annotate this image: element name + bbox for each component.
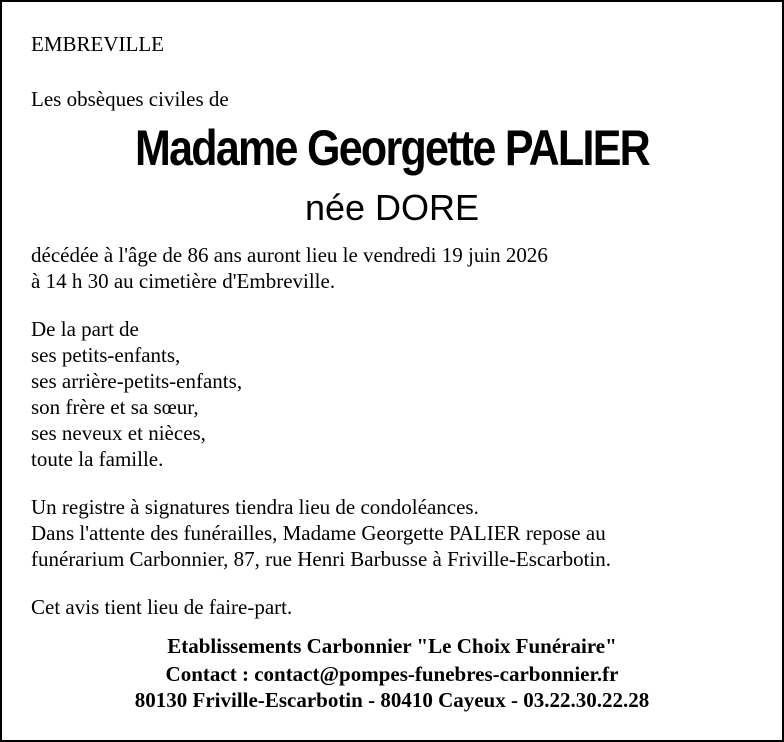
maiden-name: née DORE [304,187,480,228]
town-label: EMBREVILLE [31,32,164,56]
address-line: 80130 Friville-Escarbotin - 80410 Cayeux - 03.22.30.22.28 [134,688,650,712]
company-name: Etablissements Carbonnier "Le Choix Funéraire" [167,634,617,658]
family-line: ses neveux et nièces, [31,421,206,445]
family-line: ses petits-enfants, [31,343,181,367]
intro-text: Les obsèques civiles de [31,87,229,111]
registry-line: Dans l'attente des funérailles, Madame Georgette PALIER repose au [31,521,606,545]
details-line: à 14 h 30 au cimetière d'Embreville. [31,269,336,293]
family-line: De la part de [31,317,139,341]
closing-text: Cet avis tient lieu de faire-part. [31,595,293,619]
deceased-name: Madame Georgette PALIER [135,120,649,176]
contact-line: Contact : contact@pompes-funebres-carbonnier.fr [165,662,619,686]
registry-line: funérarium Carbonnier, 87, rue Henri Barbusse à Friville-Escarbotin. [31,547,611,571]
family-line: toute la famille. [31,447,164,471]
details-line: décédée à l'âge de 86 ans auront lieu le vendredi 19 juin 2026 [31,243,548,267]
family-line: son frère et sa sœur, [31,395,199,419]
family-line: ses arrière-petits-enfants, [31,369,243,393]
registry-line: Un registre à signatures tiendra lieu de condoléances. [31,495,479,519]
